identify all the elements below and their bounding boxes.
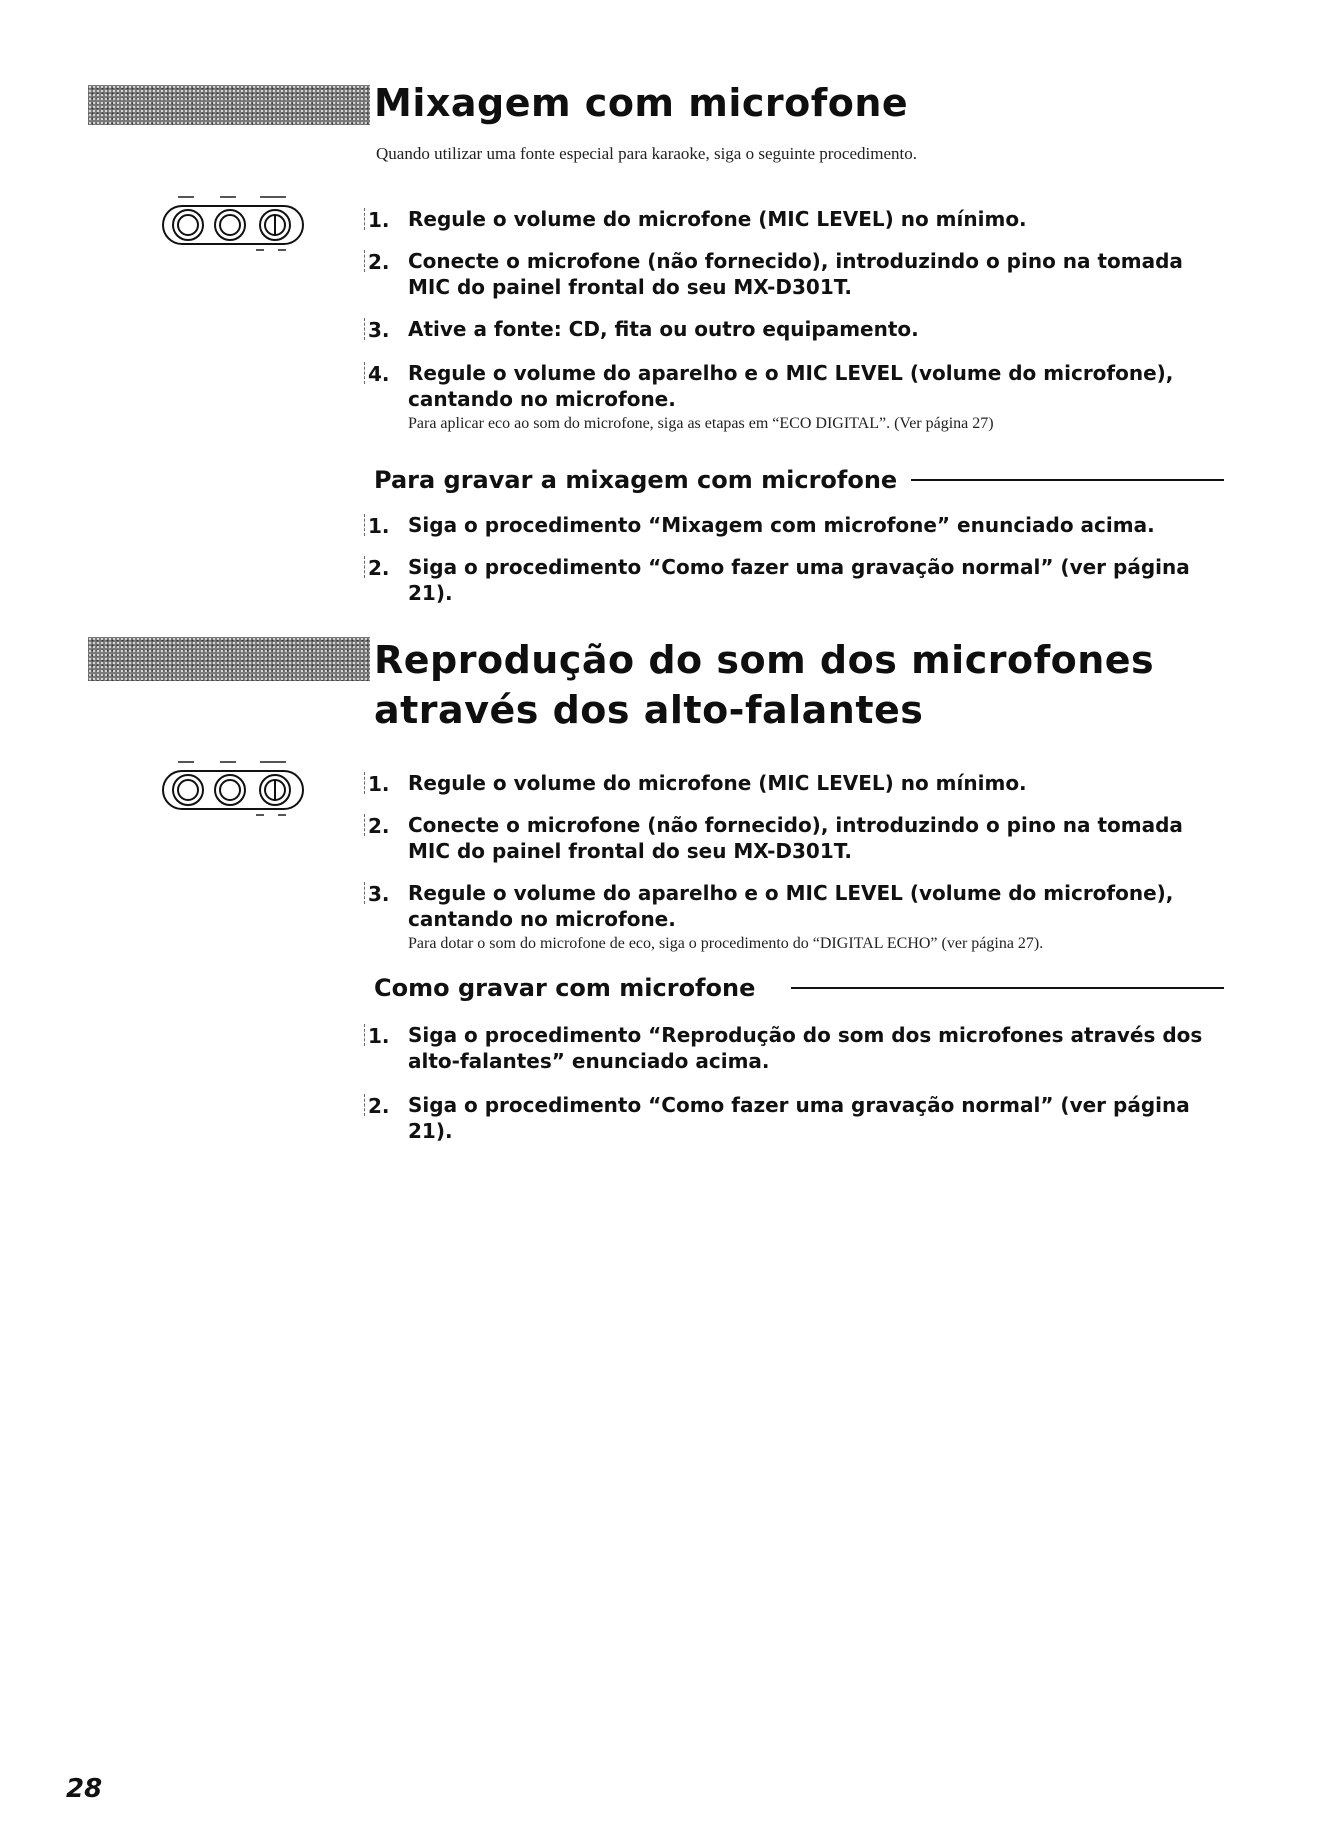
section-title-reproducao xyxy=(374,635,1234,735)
subsection-title: Para gravar a mixagem com microfone xyxy=(374,466,898,494)
step-note: Para dotar o som do microfone de eco, siga o procedimento do “DIGITAL ECHO” (ver página 27). xyxy=(408,935,1044,952)
step-text: Conecte o microfone (não fornecido), introduzindo o pino na tomada MIC do painel frontal do seu MX-D301T. xyxy=(408,813,1183,863)
step-number: 3. xyxy=(368,316,406,344)
subsection-header xyxy=(374,464,1224,496)
step-text: Siga o procedimento “Como fazer uma gravação normal” (ver página 21). xyxy=(408,555,1190,605)
list-item xyxy=(368,1092,1228,1144)
title-rule xyxy=(791,987,1224,989)
title-line-2: através dos alto-falantes xyxy=(374,688,924,732)
section-intro: Quando utilizar uma fonte especial para karaoke, siga o seguinte procedimento. xyxy=(376,144,917,163)
mic-panel-illustration xyxy=(160,753,310,823)
section-title-mixagem: Mixagem com microfone xyxy=(374,81,909,125)
step-text: Ative a fonte: CD, fita ou outro equipamento. xyxy=(408,317,919,341)
list-item xyxy=(368,512,1228,538)
step-note: Para aplicar eco ao som do microfone, siga as etapas em “ECO DIGITAL”. (Ver página 27) xyxy=(408,415,994,432)
list-item xyxy=(368,360,1228,434)
list-item xyxy=(368,770,1228,796)
list-item xyxy=(368,880,1228,954)
step-number: 2. xyxy=(368,554,406,582)
step-text: Conecte o microfone (não fornecido), introduzindo o pino na tomada MIC do painel frontal do seu MX-D301T. xyxy=(408,249,1183,299)
step-number: 3. xyxy=(368,880,406,908)
list-item xyxy=(368,812,1228,864)
subsection-header xyxy=(374,972,1224,1004)
step-number: 2. xyxy=(368,1092,406,1120)
step-number: 1. xyxy=(368,1022,406,1050)
section-header-band xyxy=(88,637,370,681)
step-number: 2. xyxy=(368,812,406,840)
step-number: 1. xyxy=(368,512,406,540)
list-item xyxy=(368,248,1228,300)
step-text: Regule o volume do aparelho e o MIC LEVEL (volume do microfone), cantando no microfone. xyxy=(408,361,1174,411)
title-line-1: Reprodução do som dos microfones xyxy=(374,638,1155,682)
list-item xyxy=(368,554,1228,606)
list-item xyxy=(368,206,1228,232)
step-text: Siga o procedimento “Reprodução do som dos microfones através dos alto-falantes” enunciado acima. xyxy=(408,1023,1203,1073)
step-number: 2. xyxy=(368,248,406,276)
step-text: Regule o volume do microfone (MIC LEVEL) no mínimo. xyxy=(408,771,1027,795)
step-number: 4. xyxy=(368,360,406,388)
step-text: Siga o procedimento “Mixagem com microfone” enunciado acima. xyxy=(408,513,1155,537)
list-item xyxy=(368,316,1228,342)
title-rule xyxy=(911,479,1224,481)
step-number: 1. xyxy=(368,770,406,798)
section-header-band xyxy=(88,85,370,125)
subsection-title: Como gravar com microfone xyxy=(374,974,756,1002)
step-text: Siga o procedimento “Como fazer uma gravação normal” (ver página 21). xyxy=(408,1093,1190,1143)
mic-panel-illustration xyxy=(160,188,310,258)
list-item xyxy=(368,1022,1228,1074)
step-number: 1. xyxy=(368,206,406,234)
page-number: 28 xyxy=(66,1774,103,1804)
step-text: Regule o volume do microfone (MIC LEVEL) no mínimo. xyxy=(408,207,1027,231)
step-text: Regule o volume do aparelho e o MIC LEVEL (volume do microfone), cantando no microfone. xyxy=(408,881,1174,931)
